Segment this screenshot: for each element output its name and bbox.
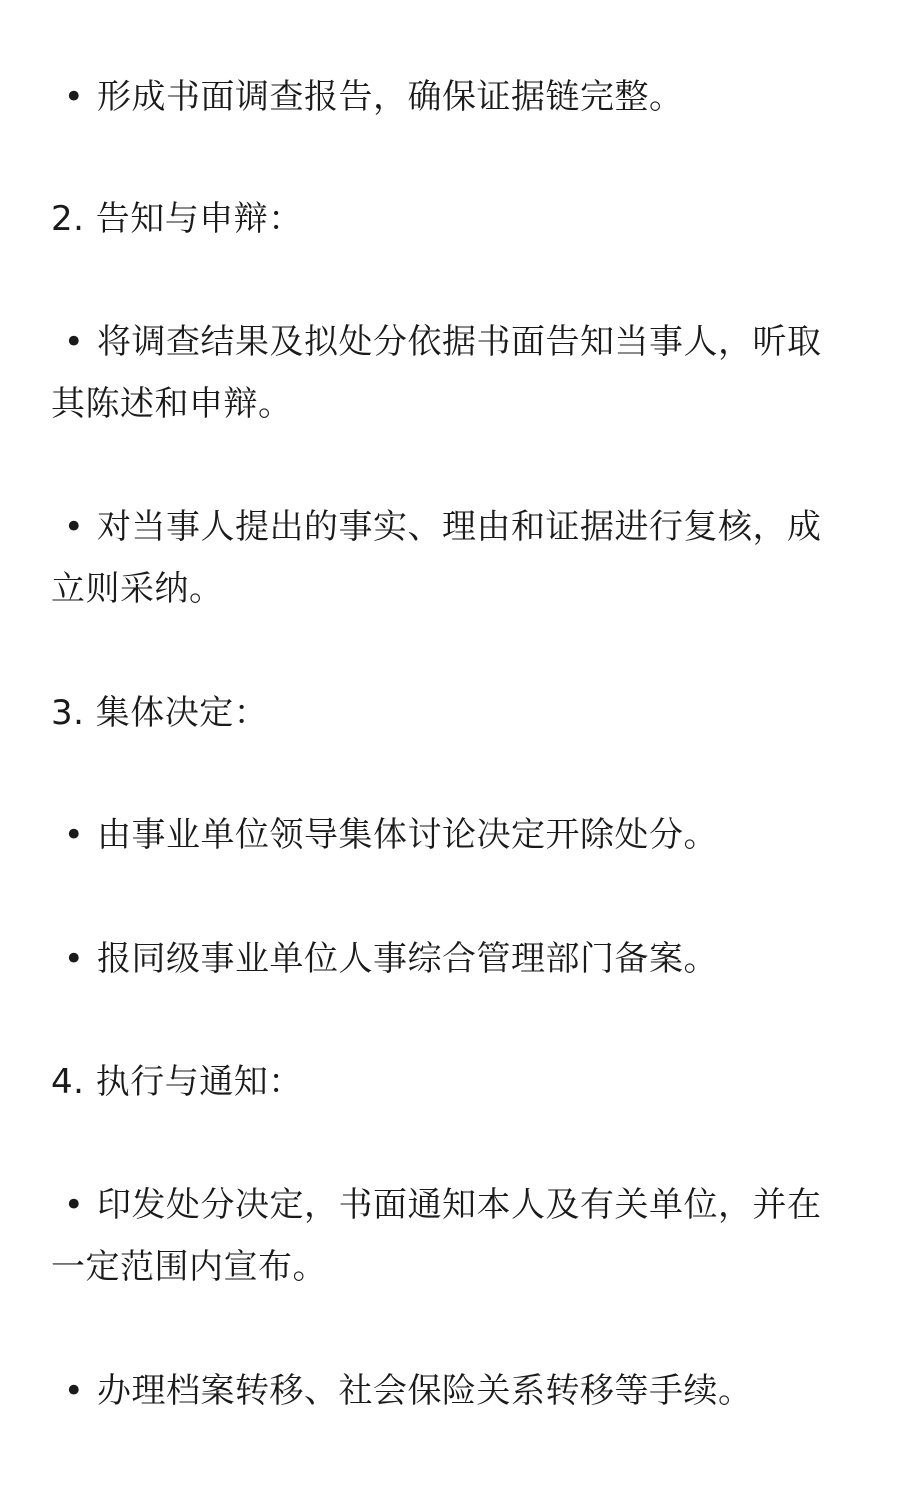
list-item bbox=[51, 804, 851, 866]
section-heading: 4. 执行与通知： bbox=[51, 1062, 303, 1102]
list-item bbox=[51, 496, 851, 620]
list-item-text: 由事业单位领导集体讨论决定开除处分。 bbox=[97, 815, 718, 855]
list-item-text: 报同级事业单位人事综合管理部门备案。 bbox=[97, 939, 718, 979]
section-heading: 2. 告知与申辩： bbox=[51, 199, 303, 239]
bullet-marker: • bbox=[63, 322, 85, 362]
bullet-marker: • bbox=[63, 1371, 85, 1411]
list-item-text: 印发处分决定，书面通知本人及有关单位，并在一定范围内宣布。 bbox=[51, 1185, 822, 1287]
list-item-text: 对当事人提出的事实、理由和证据进行复核，成立则采纳。 bbox=[51, 507, 822, 609]
bullet-marker: • bbox=[63, 1185, 85, 1225]
bullet-marker: • bbox=[63, 507, 85, 547]
list-item bbox=[51, 1360, 851, 1422]
list-item bbox=[51, 1174, 851, 1298]
section-heading: 3. 集体决定： bbox=[51, 693, 269, 733]
list-item bbox=[51, 66, 851, 128]
bullet-marker: • bbox=[63, 939, 85, 979]
list-item bbox=[51, 928, 851, 990]
bullet-marker: • bbox=[63, 77, 85, 117]
list-item-text: 将调查结果及拟处分依据书面告知当事人，听取其陈述和申辩。 bbox=[51, 322, 822, 424]
list-item bbox=[51, 311, 851, 435]
bullet-marker: • bbox=[63, 815, 85, 855]
list-item-text: 办理档案转移、社会保险关系转移等手续。 bbox=[97, 1371, 753, 1411]
list-item-text: 形成书面调查报告，确保证据链完整。 bbox=[97, 77, 684, 117]
